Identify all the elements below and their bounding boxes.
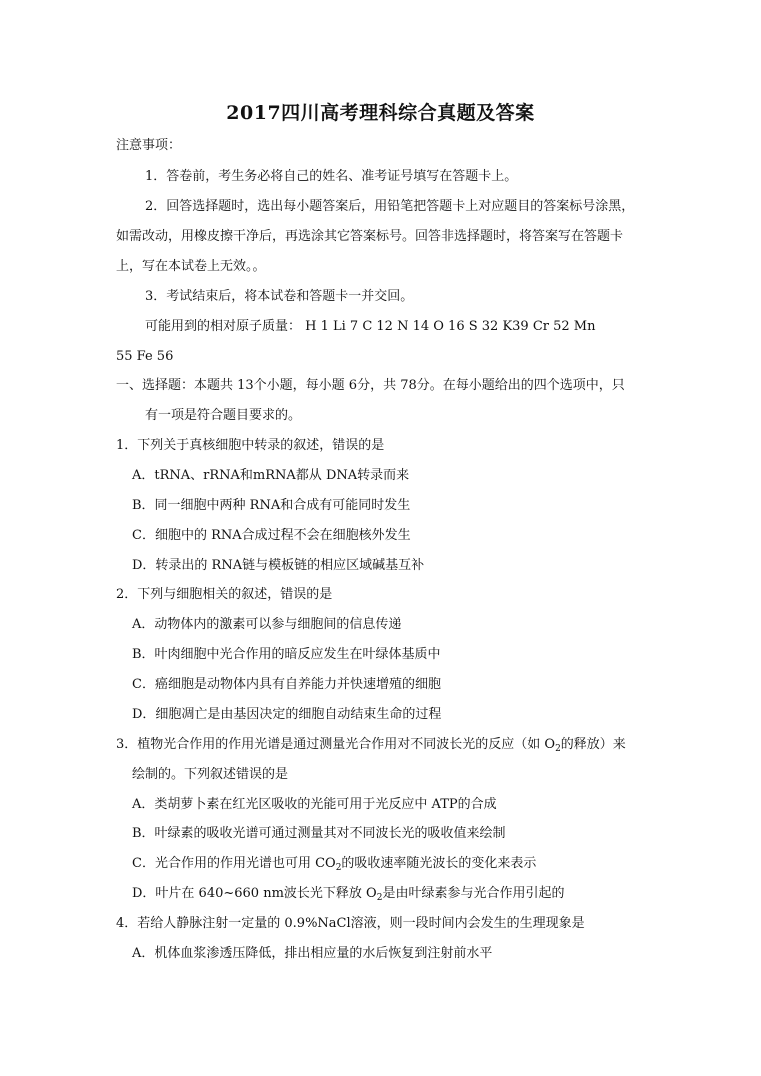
question-3-option-d (132, 885, 564, 904)
question-1-option-b: B．同一细胞中两种 RNA和合成有可能同时发生 (132, 498, 411, 513)
question-1-option-d: D．转录出的 RNA链与模板链的相应区域碱基互补 (132, 558, 425, 573)
question-2-option-a: A．动物体内的激素可以参与细胞间的信息传递 (132, 617, 402, 632)
notice-item-2-line-2: 如需改动，用橡皮擦干净后，再选涂其它答案标号。回答非选择题时，将答案写在答题卡 (116, 229, 624, 244)
question-1-stem: 1．下列关于真核细胞中转录的叙述，错误的是 (116, 438, 385, 453)
subscript-2: 2 (376, 893, 383, 903)
subscript-2: 2 (335, 863, 342, 873)
question-1-option-c: C．细胞中的 RNA合成过程不会在细胞核外发生 (132, 528, 411, 543)
notice-item-2-line-3: 上，写在本试卷上无效。。 (116, 259, 266, 274)
page-title: 2017四川高考理科综合真题及答案 (226, 102, 535, 124)
question-4-stem: 4．若给人静脉注射一定量的 0.9%NaCl溶液，则一段时间内会发生的生理现象是 (116, 916, 585, 931)
section-heading-line-1: 一、选择题：本题共 13个小题，每小题 6分，共 78分。在每小题给出的四个选项中，只 (116, 378, 625, 393)
question-3-option-c (132, 855, 536, 874)
atomic-mass-line-1: 可能用到的相对原子质量： H 1 Li 7 C 12 N 14 O 16 S 32 K39 Cr 52 Mn (145, 319, 596, 334)
question-3-stem-line-1 (116, 736, 626, 755)
question-3-stem-post: 的释放）来 (560, 737, 626, 752)
section-heading-line-2: 有一项是符合题目要求的。 (145, 408, 302, 423)
notice-item-1: 1．答卷前，考生务必将自己的姓名、准考证号填写在答题卡上。 (145, 169, 518, 184)
question-1-option-a: A．tRNA、rRNA和mRNA都从 DNA转录而来 (132, 468, 410, 483)
question-3-option-c-post: 的吸收速率随光波长的变化来表示 (341, 856, 537, 871)
question-3-stem-line-2: 绘制的。下列叙述错误的是 (132, 767, 289, 782)
question-2-stem: 2．下列与细胞相关的叙述，错误的是 (116, 587, 333, 602)
question-2-option-d: D．细胞凋亡是由基因决定的细胞自动结束生命的过程 (132, 707, 442, 722)
question-2-option-b: B．叶肉细胞中光合作用的暗反应发生在叶绿体基质中 (132, 647, 441, 662)
question-3-stem-pre: 3．植物光合作用的作用光谱是通过测量光合作用对不同波长光的反应（如 O (116, 737, 556, 752)
question-4-option-a: A．机体血浆渗透压降低，排出相应量的水后恢复到注射前水平 (132, 946, 493, 961)
notice-heading: 注意事项： (116, 138, 182, 153)
atomic-mass-line-2: 55 Fe 56 (116, 349, 174, 364)
question-3-option-b: B．叶绿素的吸收光谱可通过测量其对不同波长光的吸收值来绘制 (132, 826, 506, 841)
notice-item-3: 3．考试结束后，将本试卷和答题卡一并交回。 (145, 289, 414, 304)
subscript-2: 2 (555, 744, 561, 754)
notice-item-2-line-1: 2．回答选择题时，选出每小题答案后，用铅笔把答题卡上对应题目的答案标号涂黑， (145, 199, 635, 214)
question-2-option-c: C．癌细胞是动物体内具有自养能力并快速增殖的细胞 (132, 677, 441, 692)
question-3-option-c-pre: C．光合作用的作用光谱也可用 CO (132, 856, 336, 871)
question-3-option-a: A．类胡萝卜素在红光区吸收的光能可用于光反应中 ATP的合成 (132, 797, 497, 812)
question-3-option-d-pre: D．叶片在 640~660 nm波长光下释放 O (132, 886, 377, 901)
question-3-option-d-post: 是由叶绿素参与光合作用引起的 (382, 886, 565, 901)
